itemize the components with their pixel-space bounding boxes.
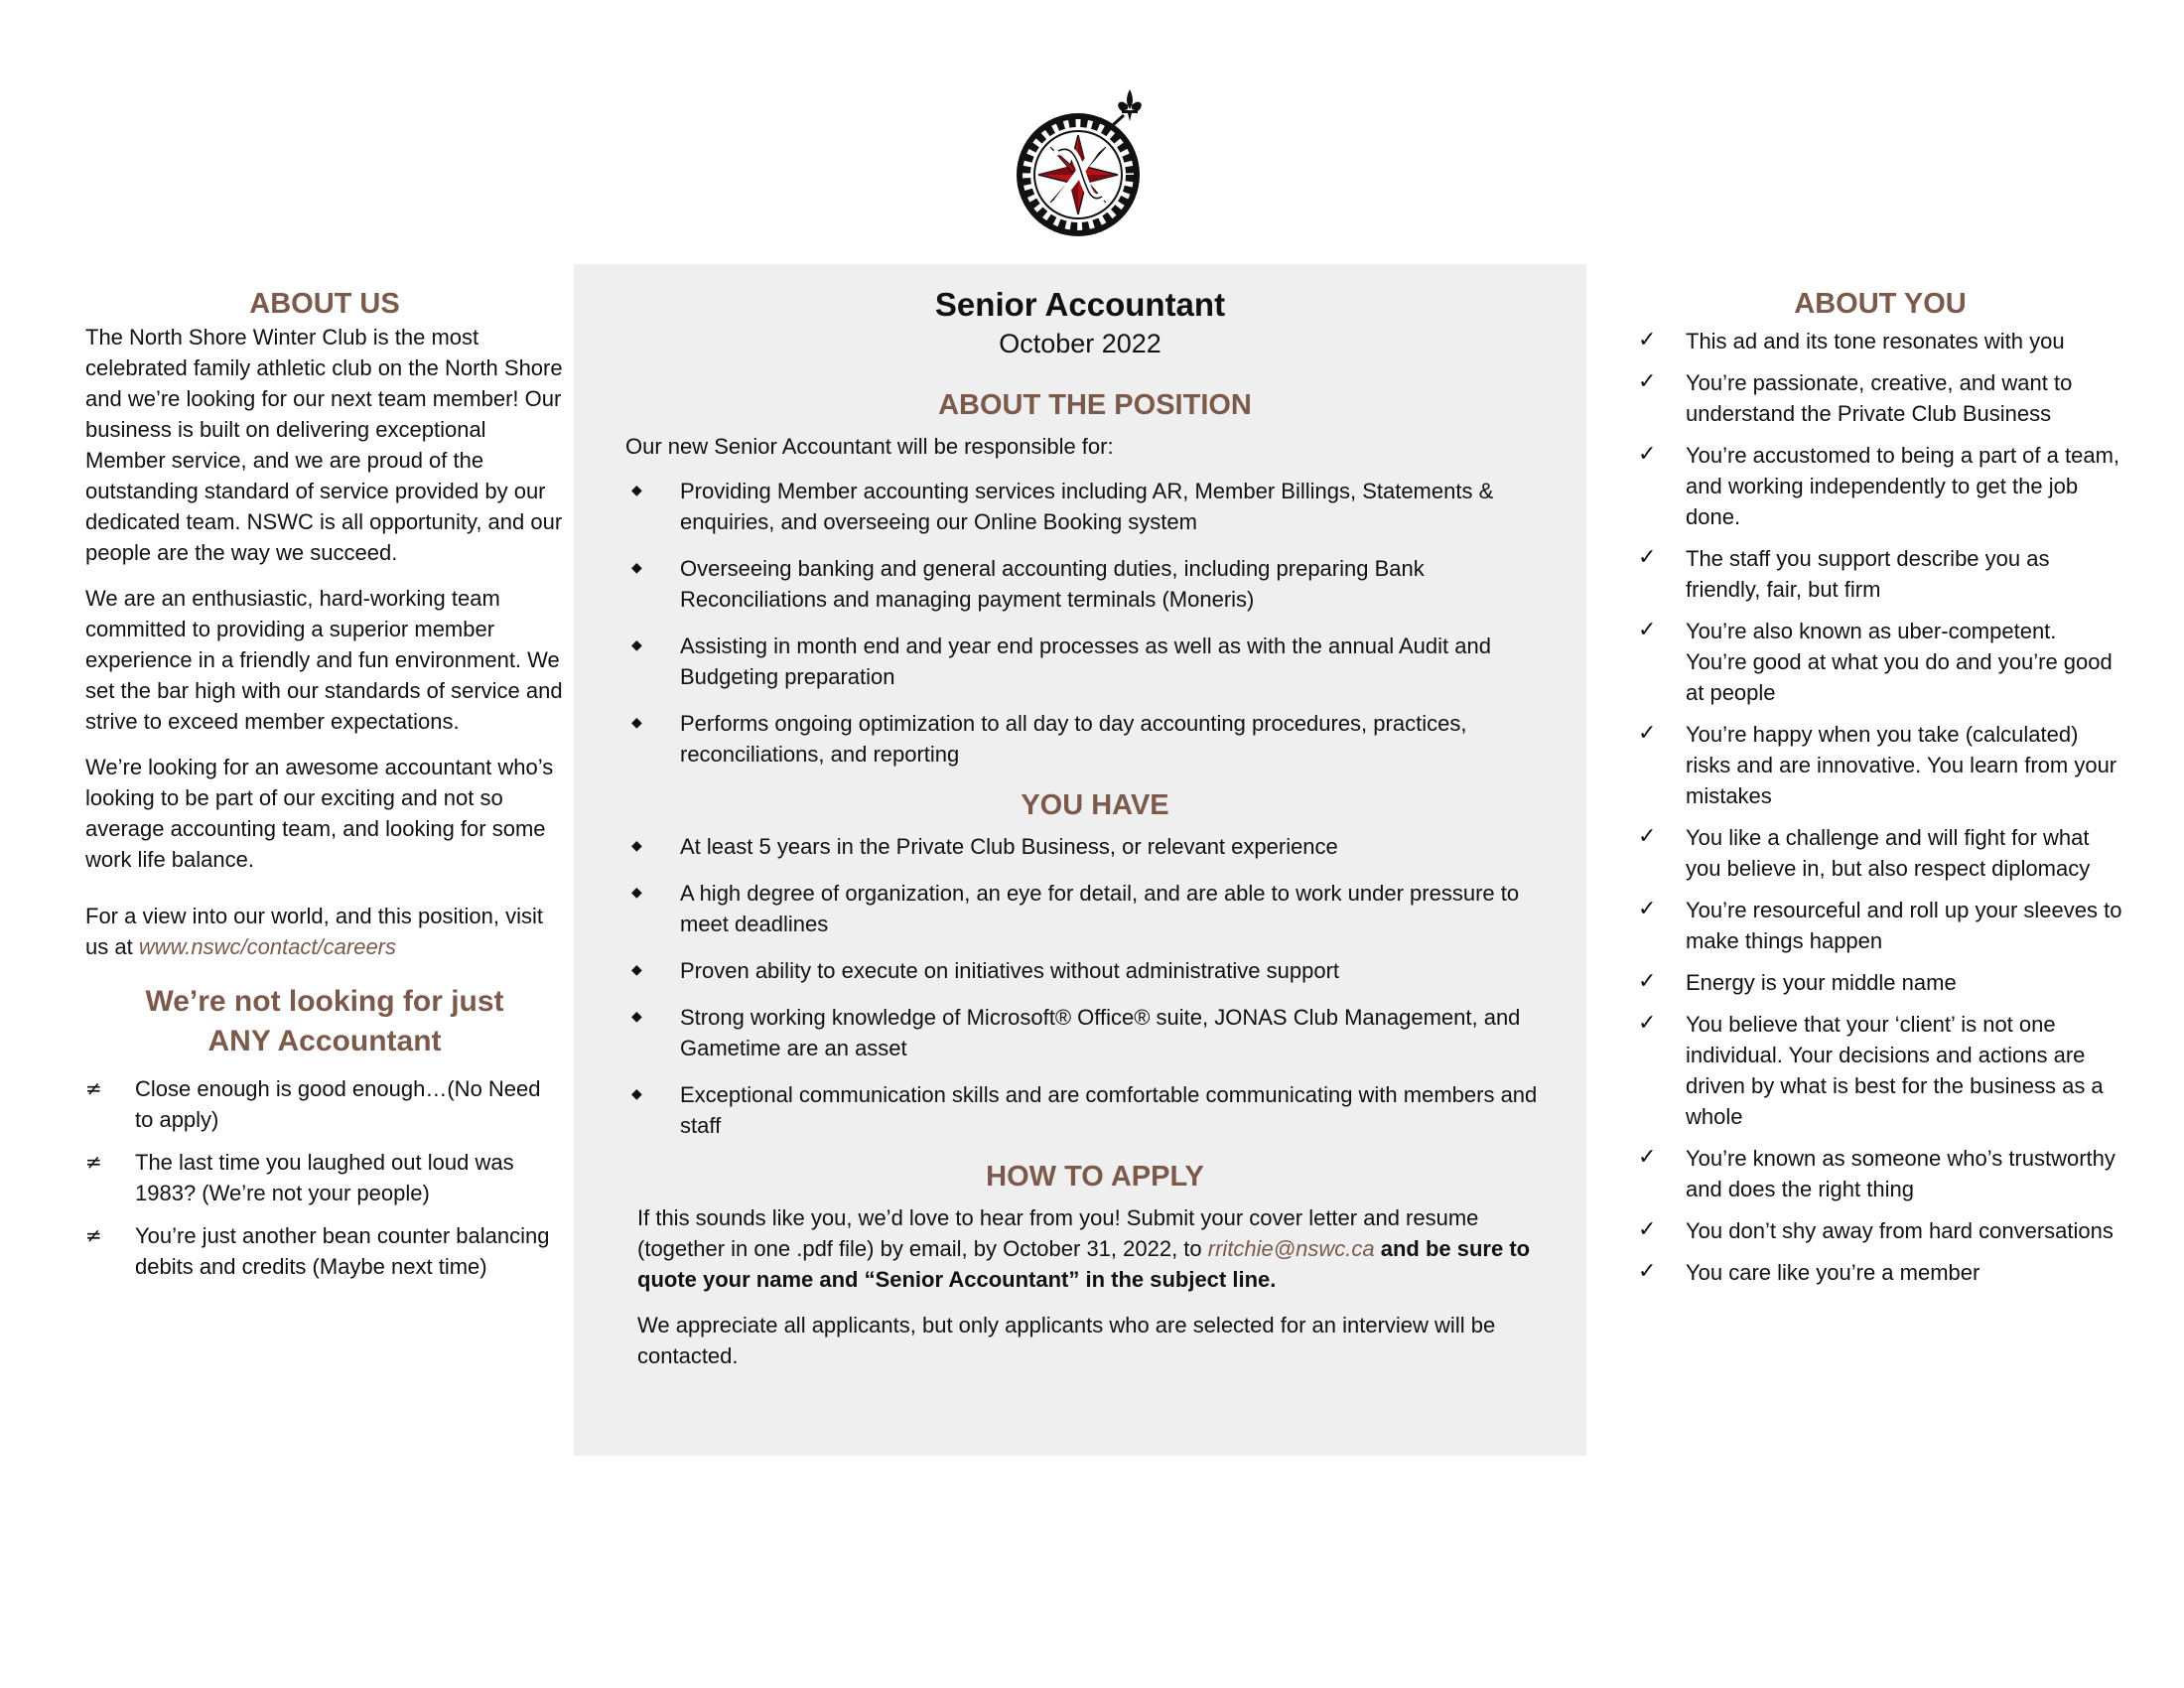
list-item-text: This ad and its tone resonates with you (1686, 329, 2065, 353)
list-item-text: You care like you’re a member (1686, 1260, 1980, 1285)
diamond-bullet-icon: ◆ (631, 885, 642, 901)
not-looking-item (85, 1220, 564, 1282)
list-item (625, 631, 1565, 692)
list-item-text: You’re accustomed to being a part of a team, and working independently to get the job done. (1686, 443, 2120, 529)
list-item-text: You’re known as someone who’s trustworthy and does the right thing (1686, 1146, 2116, 1201)
position-lead: Our new Senior Accountant will be responsible for: (625, 434, 1114, 459)
list-item (1638, 967, 2122, 998)
responsibilities-list (625, 476, 1565, 770)
list-item (1638, 719, 2122, 811)
list-item-text: The staff you support describe you as friendly, fair, but firm (1686, 546, 2050, 602)
checkmark-icon: ✓ (1638, 1145, 1657, 1170)
checkmark-icon: ✓ (1638, 1011, 1657, 1036)
checkmark-icon: ✓ (1638, 545, 1657, 570)
about-us-paragraph-1: The North Shore Winter Club is the most celebrated family athletic club on the North Shore and we’re looking for our next team member! Our business is built on delivering exceptional Member service, and we are proud of the outstanding standard of service provided by our dedicated team. NSWC is all opportunity, and our people are the way we succeed. (85, 325, 563, 565)
email-link[interactable]: rritchie@nswc.ca (1207, 1236, 1375, 1261)
list-item-text: At least 5 years in the Private Club Business, or relevant experience (680, 834, 1338, 859)
list-item (1638, 895, 2122, 956)
not-looking-heading-line1: We’re not looking for just (145, 985, 504, 1018)
list-item (625, 1002, 1565, 1063)
about-us-paragraph-4 (85, 901, 564, 962)
list-item-text: Exceptional communication skills and are comfortable communicating with members and staff (680, 1082, 1538, 1138)
position-panel (574, 264, 1586, 1456)
list-item-text: Proven ability to execute on initiatives without administrative support (680, 958, 1340, 983)
list-item (625, 955, 1565, 986)
list-item (625, 476, 1565, 537)
list-item-text: Strong working knowledge of Microsoft® Office® suite, JONAS Club Management, and Gametime are an asset (680, 1005, 1521, 1060)
list-item (625, 553, 1565, 615)
not-looking-item (85, 1073, 564, 1135)
list-item-text: You don’t shy away from hard conversations (1686, 1218, 2114, 1243)
list-item-text: Assisting in month end and year end processes as well as with the annual Audit and Budgeting preparation (680, 633, 1491, 689)
not-looking-heading (85, 982, 564, 1061)
apply-paragraph-2: We appreciate all applicants, but only applicants who are selected for an interview will be contacted. (637, 1313, 1496, 1368)
list-item (1638, 1215, 2122, 1246)
list-item-text: You believe that your ‘client’ is not one individual. Your decisions and actions are driven by what is best for the business as a whole (1686, 1012, 2104, 1129)
list-item (625, 878, 1565, 939)
about-us-column (85, 286, 564, 1294)
diamond-bullet-icon: ◆ (631, 838, 642, 854)
how-to-apply-section (625, 1202, 1565, 1371)
apply-text: If this sounds like you, we’d love to hear from you! Submit your cover letter and resume (together in one .pdf file) by email, by October 31, 2022, to (637, 1205, 1479, 1261)
list-item (1638, 543, 2122, 605)
checkmark-icon: ✓ (1638, 969, 1657, 994)
not-equal-icon: ≠ (85, 1223, 102, 1247)
job-title: Senior Accountant (934, 286, 1226, 323)
list-item-text: Providing Member accounting services including AR, Member Billings, Statements & enquiries, and overseeing our Online Booking system (680, 479, 1494, 534)
diamond-bullet-icon: ◆ (631, 637, 642, 653)
list-item (1638, 1257, 2122, 1288)
checkmark-icon: ✓ (1638, 328, 1657, 352)
not-looking-item-text: The last time you laughed out loud was 1983? (We’re not your people) (135, 1150, 514, 1205)
about-us-paragraph-2: We are an enthusiastic, hard-working team committed to providing a superior member experience in a friendly and fun environment. We set the bar high with our standards of service and strive to exceed member expectations. (85, 586, 563, 734)
list-item (625, 1079, 1565, 1141)
apply-paragraph-1 (637, 1202, 1565, 1295)
diamond-bullet-icon: ◆ (631, 1086, 642, 1102)
list-item-text: Overseeing banking and general accounting duties, including preparing Bank Reconciliations and managing payment terminals (Moneris) (680, 556, 1425, 612)
not-equal-icon: ≠ (85, 1150, 102, 1174)
careers-link[interactable]: www.nswc/contact/careers (138, 934, 397, 959)
requirements-list (625, 831, 1565, 1141)
checkmark-icon: ✓ (1638, 824, 1657, 849)
crest-emblem-icon (1011, 85, 1165, 244)
list-item (1638, 367, 2122, 429)
about-us-heading: ABOUT US (249, 288, 400, 320)
about-you-column (1638, 286, 2122, 1299)
how-to-apply-heading: HOW TO APPLY (986, 1161, 1204, 1193)
checkmark-icon: ✓ (1638, 442, 1657, 467)
diamond-bullet-icon: ◆ (631, 962, 642, 978)
checkmark-icon: ✓ (1638, 1217, 1657, 1242)
diamond-bullet-icon: ◆ (631, 560, 642, 576)
careers-intro-text: For a view into our world, and this position, visit us at (85, 904, 543, 959)
not-looking-item-text: Close enough is good enough…(No Need to apply) (135, 1076, 541, 1132)
list-item (1638, 1143, 2122, 1204)
list-item-text: You like a challenge and will fight for what you believe in, but also respect diplomacy (1686, 825, 2091, 881)
checkmark-icon: ✓ (1638, 369, 1657, 394)
checkmark-icon: ✓ (1638, 618, 1657, 642)
not-looking-item (85, 1147, 564, 1208)
list-item (1638, 440, 2122, 532)
diamond-bullet-icon: ◆ (631, 1009, 642, 1025)
you-have-heading: YOU HAVE (1021, 789, 1169, 821)
list-item (1638, 822, 2122, 884)
list-item (625, 708, 1565, 770)
club-crest-logo (1011, 85, 1165, 244)
not-equal-icon: ≠ (85, 1076, 102, 1100)
apply-instructions-bold: and be sure to quote your name and “Senior Accountant” in the subject line. (637, 1236, 1531, 1292)
about-us-paragraph-3: We’re looking for an awesome accountant who’s looking to be part of our exciting and not so average accounting team, and looking for some work life balance. (85, 755, 554, 872)
list-item (625, 831, 1565, 862)
diamond-bullet-icon: ◆ (631, 483, 642, 498)
list-item-text: You’re passionate, creative, and want to understand the Private Club Business (1686, 370, 2073, 426)
list-item-text: You’re resourceful and roll up your sleeves to make things happen (1686, 898, 2122, 953)
about-you-heading: ABOUT YOU (1794, 288, 1967, 320)
about-position-heading: ABOUT THE POSITION (938, 389, 1252, 421)
list-item-text: A high degree of organization, an eye for detail, and are able to work under pressure to meet deadlines (680, 881, 1520, 936)
list-item (1638, 1009, 2122, 1132)
not-looking-heading-line2: ANY Accountant (207, 1025, 442, 1057)
not-looking-item-text: You’re just another bean counter balancing debits and credits (Maybe next time) (135, 1223, 550, 1279)
checkmark-icon: ✓ (1638, 897, 1657, 921)
checkmark-icon: ✓ (1638, 1259, 1657, 1284)
list-item-text: Energy is your middle name (1686, 970, 1957, 995)
posting-date: October 2022 (999, 329, 1161, 358)
list-item-text: You’re happy when you take (calculated) risks and are innovative. You learn from your mistakes (1686, 722, 2117, 808)
checkmark-icon: ✓ (1638, 721, 1657, 746)
list-item (1638, 326, 2122, 356)
list-item-text: You’re also known as uber-competent. You’re good at what you do and you’re good at people (1686, 619, 2113, 705)
diamond-bullet-icon: ◆ (631, 715, 642, 731)
list-item-text: Performs ongoing optimization to all day to day accounting procedures, practices, reconciliations, and reporting (680, 711, 1467, 767)
list-item (1638, 616, 2122, 708)
